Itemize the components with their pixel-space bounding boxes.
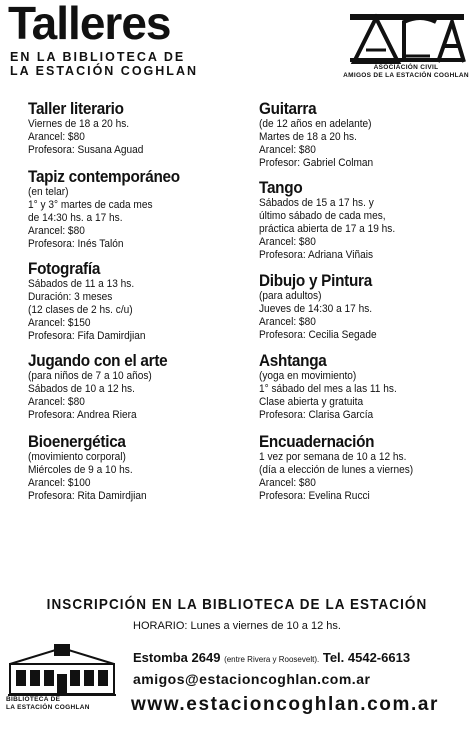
workshop-title: Tapiz contemporáneo — [28, 167, 180, 186]
subtitle-line-1: EN LA BIBLIOTECA DE — [10, 50, 186, 64]
workshop-title: Ashtanga — [259, 351, 327, 370]
library-caption-line-1: BIBLIOTECA DE — [6, 696, 61, 703]
workshop-detail: Profesora: Andrea Riera — [28, 409, 137, 421]
workshop-detail: Viernes de 18 a 20 hs. — [28, 118, 130, 130]
workshop-detail: Arancel: $80 — [28, 131, 85, 143]
workshop-detail: Profesora: Clarisa García — [259, 409, 374, 421]
workshop-detail: (12 clases de 2 hs. c/u) — [28, 304, 133, 316]
workshop-detail: Sábados de 11 a 13 hs. — [28, 278, 135, 290]
logo-caption — [336, 64, 474, 80]
library-caption-line-2: LA ESTACIÓN COGHLAN — [6, 704, 90, 711]
workshop-detail: (yoga en movimiento) — [259, 370, 357, 382]
logo-caption-line-2: AMIGOS DE LA ESTACIÓN COGHLAN — [343, 72, 469, 79]
station-building-icon — [8, 644, 116, 696]
logo-caption-line-1: ASOCIACIÓN CIVIL — [373, 64, 439, 71]
workshop-detail: Profesor: Gabriel Colman — [259, 157, 374, 169]
workshop-detail: Profesora: Rita Damirdjian — [28, 490, 147, 502]
workshop-detail: Miércoles de 9 a 10 hs. — [28, 464, 133, 476]
office-hours: HORARIO: Lunes a viernes de 10 a 12 hs. — [133, 620, 341, 632]
workshop-title: Dibujo y Pintura — [259, 271, 372, 290]
subtitle-line-2: LA ESTACIÓN COGHLAN — [10, 64, 198, 78]
website-link[interactable]: www.estacioncoghlan.com.ar — [131, 694, 440, 715]
workshops-left-column — [28, 100, 253, 503]
workshop-detail: Sábados de 10 a 12 hs. — [28, 383, 135, 395]
workshop-detail: Arancel: $80 — [28, 225, 85, 237]
workshop-detail: Profesora: Cecilia Segade — [259, 329, 377, 341]
workshop-detail: Arancel: $80 — [259, 316, 316, 328]
workshops-right-column — [259, 100, 471, 503]
workshop-detail: 1° y 3° martes de cada mes — [28, 199, 153, 211]
workshop-detail: Profesora: Susana Aguad — [28, 144, 144, 156]
workshop-block — [28, 260, 253, 343]
workshop-block — [28, 100, 253, 157]
library-caption — [6, 696, 116, 712]
workshop-detail: Arancel: $80 — [259, 236, 316, 248]
contact-address — [133, 650, 410, 668]
page-subtitle — [10, 50, 250, 78]
library-building — [8, 644, 116, 724]
workshop-block — [259, 100, 471, 170]
page-title: Talleres — [8, 0, 171, 49]
workshop-block — [28, 168, 253, 251]
workshop-block — [259, 433, 471, 503]
address-note: (entre Rivera y Roosevelt). — [224, 655, 320, 664]
workshop-detail: Arancel: $80 — [259, 477, 316, 489]
workshop-title: Jugando con el arte — [28, 351, 168, 370]
workshop-detail: de 14:30 hs. a 17 hs. — [28, 212, 123, 224]
workshop-title: Guitarra — [259, 99, 317, 118]
header — [6, 2, 468, 94]
workshop-detail: último sábado de cada mes, — [259, 210, 386, 222]
workshop-detail: Sábados de 15 a 17 hs. y — [259, 197, 374, 209]
inscription-heading: INSCRIPCIÓN EN LA BIBLIOTECA DE LA ESTACIÓN — [46, 596, 428, 613]
workshop-detail: Profesora: Inés Talón — [28, 238, 124, 250]
street-address: Estomba 2649 — [133, 650, 221, 665]
workshop-detail: Arancel: $100 — [28, 477, 91, 489]
workshop-title: Fotografía — [28, 259, 101, 278]
workshop-title: Tango — [259, 178, 303, 197]
workshop-block — [259, 352, 471, 422]
workshop-detail: Profesora: Evelina Rucci — [259, 490, 370, 502]
workshop-detail: práctica abierta de 17 a 19 hs. — [259, 223, 396, 235]
workshop-block — [28, 433, 253, 503]
workshop-detail: (movimiento corporal) — [28, 451, 126, 463]
workshop-detail: Arancel: $80 — [28, 396, 85, 408]
workshop-detail: (día a elección de lunes a viernes) — [259, 464, 414, 476]
workshop-detail: 1° sábado del mes a las 11 hs. — [259, 383, 397, 395]
workshop-detail: Clase abierta y gratuita — [259, 396, 364, 408]
workshop-detail: (de 12 años en adelante) — [259, 118, 372, 130]
workshop-title: Encuadernación — [259, 432, 375, 451]
workshop-detail: Duración: 3 meses — [28, 291, 113, 303]
workshop-detail: Profesora: Fifa Damirdjian — [28, 330, 146, 342]
workshop-title: Bioenergética — [28, 432, 126, 451]
workshop-block — [28, 352, 253, 422]
workshop-title: Taller literario — [28, 99, 124, 118]
workshop-block — [259, 272, 471, 342]
workshop-detail: Martes de 18 a 20 hs. — [259, 131, 357, 143]
contact-email[interactable]: amigos@estacioncoghlan.com.ar — [133, 671, 371, 687]
workshop-detail: 1 vez por semana de 10 a 12 hs. — [259, 451, 407, 463]
workshop-detail: (en telar) — [28, 186, 69, 198]
station-logo-icon — [348, 6, 466, 64]
workshop-detail: Arancel: $150 — [28, 317, 91, 329]
workshop-detail: (para niños de 7 a 10 años) — [28, 370, 152, 382]
workshop-detail: Jueves de 14:30 a 17 hs. — [259, 303, 373, 315]
workshop-detail: Arancel: $80 — [259, 144, 316, 156]
workshop-block — [259, 179, 471, 262]
association-logo — [336, 6, 474, 88]
phone-number: Tel. 4542-6613 — [322, 650, 411, 665]
workshop-detail: Profesora: Adriana Viñais — [259, 249, 374, 261]
workshop-detail: (para adultos) — [259, 290, 322, 302]
